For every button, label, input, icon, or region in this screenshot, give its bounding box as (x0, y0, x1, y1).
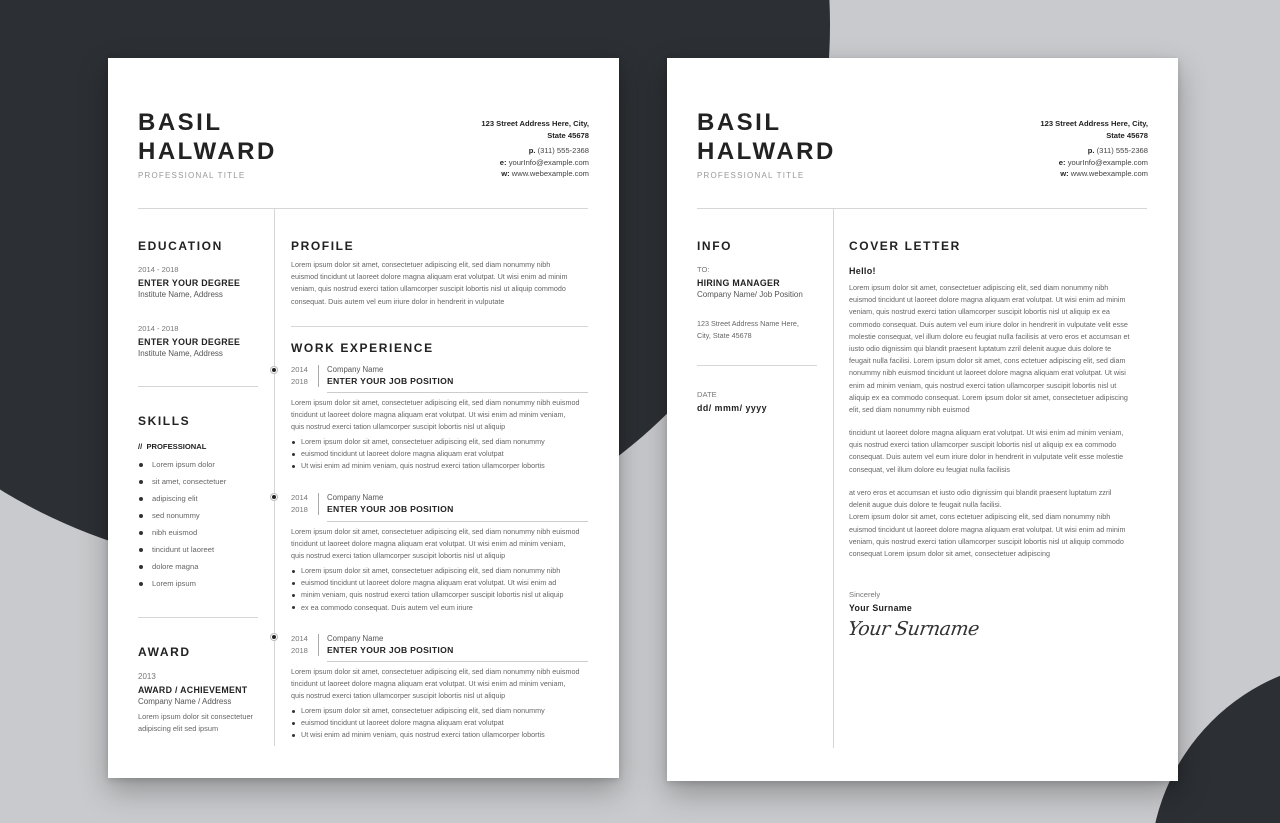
date-block: DATE dd/ mmm/ yyyy (697, 390, 768, 413)
education-entry: 2014 - 2018 ENTER YOUR DEGREE Institute Name, Address (138, 265, 241, 299)
cover-contact: 123 Street Address Here, City, State 45678 p. (311) 555-2368 e: yourInfo@example.com w: www.webexample.com (1040, 119, 1148, 178)
list-item: Lorem ipsum dolor sit amet, consectetuer adipiscing elit, sed diam nonummy nibh (291, 565, 591, 577)
job-years: 2014 2018 (291, 493, 308, 514)
letter-paragraph: at vero eros et accumsan et iusto odio dignissim qui blandit praesent luptatum zzril delenit augue duis dolore te feugait nulla facilisi. Lorem ipsum dolor sit amet, cons ectetuer adipiscing elit, sed diam nonummy nibh euismod tincidunt ut laoreet dolore magna aliquam erat volutpat. Ut wisi enim ad minim veniam, quis nostrud exerci tation ullamcorper suscipit lobortis nisl ut aliquip commodo consequat Lorem ipsum dolor sit amet, consectetuer adipiscing (849, 488, 1126, 559)
section-divider (138, 386, 258, 387)
award-heading: AWARD (138, 645, 191, 659)
list-item: Lorem ipsum (138, 579, 226, 596)
job-bullets (291, 565, 591, 614)
timeline-dot (271, 494, 277, 500)
timeline-dot (271, 634, 277, 640)
skills-heading: SKILLS (138, 414, 191, 428)
recipient-address: 123 Street Address Name Here, City, State 45678 (697, 319, 799, 341)
profile-heading: PROFILE (291, 239, 355, 253)
phone-number: (311) 555-2368 (1096, 146, 1148, 155)
list-item: Lorem ipsum dolor sit amet, consectetuer adipiscing elit, sed diam nonummy (291, 436, 591, 448)
job-title: Company Name ENTER YOUR JOB POSITION (327, 493, 454, 514)
cover-letter-heading: COVER LETTER (849, 239, 961, 253)
sender-surname: Your Surname (849, 603, 913, 613)
skills-list (138, 460, 226, 596)
section-divider (138, 617, 258, 618)
column-divider (274, 208, 275, 746)
resume-name: BASIL HALWARD (138, 109, 277, 165)
greeting: Hello! (849, 266, 876, 276)
column-divider (833, 208, 834, 748)
email-address: yourInfo@example.com (508, 157, 589, 167)
profile-text: Lorem ipsum dolor sit amet, consectetuer adipiscing elit, sed diam nonummy nibh euismod tincidunt ut laoreet dolore magna aliquam erat volutpat. Ut wisi enim ad minim veniam, quis nostrud exerci tation ullamcorper suscipit lobortis nisl ut aliquip commodo consequat. Duis autem vel eum iriure dolor in hendrerit in vulputate (291, 260, 568, 306)
sincerely-label: Sincerely (849, 590, 881, 599)
job-bullets (291, 705, 591, 742)
cover-name: BASIL HALWARD (697, 109, 836, 165)
signature: Your Surname (846, 618, 981, 640)
list-item: euismod tincidunt ut laoreet dolore magna aliquam erat volutpat (291, 717, 591, 729)
job-title: Company Name ENTER YOUR JOB POSITION (327, 365, 454, 386)
skills-subheading: // PROFESSIONAL (138, 442, 207, 451)
list-item: Lorem ipsum dolor (138, 460, 226, 477)
phone-number: (311) 555-2368 (537, 146, 589, 155)
timeline-dot (271, 367, 277, 373)
award-entry: 2013 AWARD / ACHIEVEMENT Company Name / Address Lorem ipsum dolor sit consectetuer adipiscing elit sed ipsum (138, 672, 254, 734)
header-divider (138, 208, 588, 209)
list-item: euismod tincidunt ut laoreet dolore magna aliquam erat volutpat. Ut wisi enim ad (291, 577, 591, 589)
list-item: Ut wisi enim ad minim veniam, quis nostrud exerci tation ullamcorper lobortis (291, 729, 591, 741)
list-item: sit amet, consectetuer (138, 477, 226, 494)
cover-professional-title: PROFESSIONAL TITLE (697, 171, 805, 180)
work-experience-heading: WORK EXPERIENCE (291, 341, 434, 355)
job-years: 2014 2018 (291, 365, 308, 386)
list-item: Lorem ipsum dolor sit amet, consectetuer adipiscing elit, sed diam nonummy (291, 705, 591, 717)
info-heading: INFO (697, 239, 733, 253)
letter-paragraph: tincidunt ut laoreet dolore magna aliquam erat volutpat. Ut wisi enim ad minim veniam, quis nostrud exerci tation ullamcorper suscipit lobortis nisl ut aliquip ex ea commodo consequat. Duis autem vel eum iriure dolor in hendrerit in vulputate velit esse molestie consequat, vel illum dolore eu feugiat nulla facilisis (849, 428, 1124, 474)
website-url: www.webexample.com (1070, 169, 1148, 178)
section-divider (697, 365, 817, 366)
education-entry: 2014 - 2018 ENTER YOUR DEGREE Institute Name, Address (138, 324, 241, 358)
resume-professional-title: PROFESSIONAL TITLE (138, 171, 246, 180)
list-item: dolore magna (138, 562, 226, 579)
education-heading: EDUCATION (138, 239, 223, 253)
website-url: www.webexample.com (511, 169, 589, 178)
list-item: euismod tincidunt ut laoreet dolore magna aliquam erat volutpat (291, 448, 591, 460)
list-item: tincidunt ut laoreet (138, 545, 226, 562)
job-years: 2014 2018 (291, 634, 308, 655)
section-divider (291, 326, 588, 327)
list-item: Ut wisi enim ad minim veniam, quis nostrud exerci tation ullamcorper lobortis (291, 460, 591, 472)
job-bullets (291, 436, 591, 473)
list-item: nibh euismod (138, 528, 226, 545)
recipient-block: TO: HIRING MANAGER Company Name/ Job Position (697, 265, 803, 299)
cover-letter-page (667, 58, 1178, 781)
header-divider (697, 208, 1147, 209)
list-item: sed nonummy (138, 511, 226, 528)
job-description: Lorem ipsum dolor sit amet, consectetuer adipiscing elit, sed diam nonummy nibh euismod tincidunt ut laoreet dolore magna aliquam erat volutpat. Ut wisi enim ad minim veniam, quis nostrud exerci tation ullamcorper suscipit lobortis nisl ut aliquip (291, 398, 580, 432)
email-address: yourInfo@example.com (1067, 157, 1148, 167)
job-description: Lorem ipsum dolor sit amet, consectetuer adipiscing elit, sed diam nonummy nibh euismod tincidunt ut laoreet dolore magna aliquam erat volutpat. Ut wisi enim ad minim veniam, quis nostrud exerci tation ullamcorper suscipit lobortis nisl ut aliquip (291, 527, 580, 561)
resume-page (108, 58, 619, 778)
letter-paragraph: Lorem ipsum dolor sit amet, consectetuer adipiscing elit, sed diam nonummy nibh euismod tincidunt ut laoreet dolore magna aliquam erat volutpat. Ut wisi enim ad minim veniam, quis nostrud exerci tation ullamcorper suscipit lobortis nisl ut aliquip ex ea commodo consequat. Duis autem vel eum iriure dolor in hendrerit in vulputate velit esse molestie consequat, vel illum dolore eu feugiat nulla facilisis at vero eros et accumsan et iusto odio dignissim qui blandit praesent luptatum zzril delenit augue duis dolore te feugait nulla facilisi. Lorem ipsum dolor sit amet, cons ectetuer adipiscing elit, sed diam nonummy nibh euismod tincidunt ut laoreet dolore magna aliquam erat volutpat. Ut wisi enim ad minim veniam, quis nostrud exerci tation ullamcorper suscipit lobortis nisl ut aliquip ex ea commodo consequat. Lorem ipsum dolor sit amet, consectetuer adipiscing elit, sed diam nonummy nibh euismod (849, 283, 1130, 415)
list-item: adipiscing elit (138, 494, 226, 511)
resume-contact: 123 Street Address Here, City, State 45678 p. (311) 555-2368 e: yourInfo@example.com w: www.webexample.com (481, 119, 589, 178)
list-item: minim veniam, quis nostrud exerci tation ullamcorper suscipit lobortis nisl ut aliquip (291, 589, 591, 601)
list-item: ex ea commodo consequat. Duis autem vel eum iriure (291, 602, 591, 614)
job-title: Company Name ENTER YOUR JOB POSITION (327, 634, 454, 655)
job-description: Lorem ipsum dolor sit amet, consectetuer adipiscing elit, sed diam nonummy nibh euismod tincidunt ut laoreet dolore magna aliquam erat volutpat. Ut wisi enim ad minim veniam, quis nostrud exerci tation ullamcorper suscipit lobortis nisl ut aliquip (291, 667, 580, 701)
